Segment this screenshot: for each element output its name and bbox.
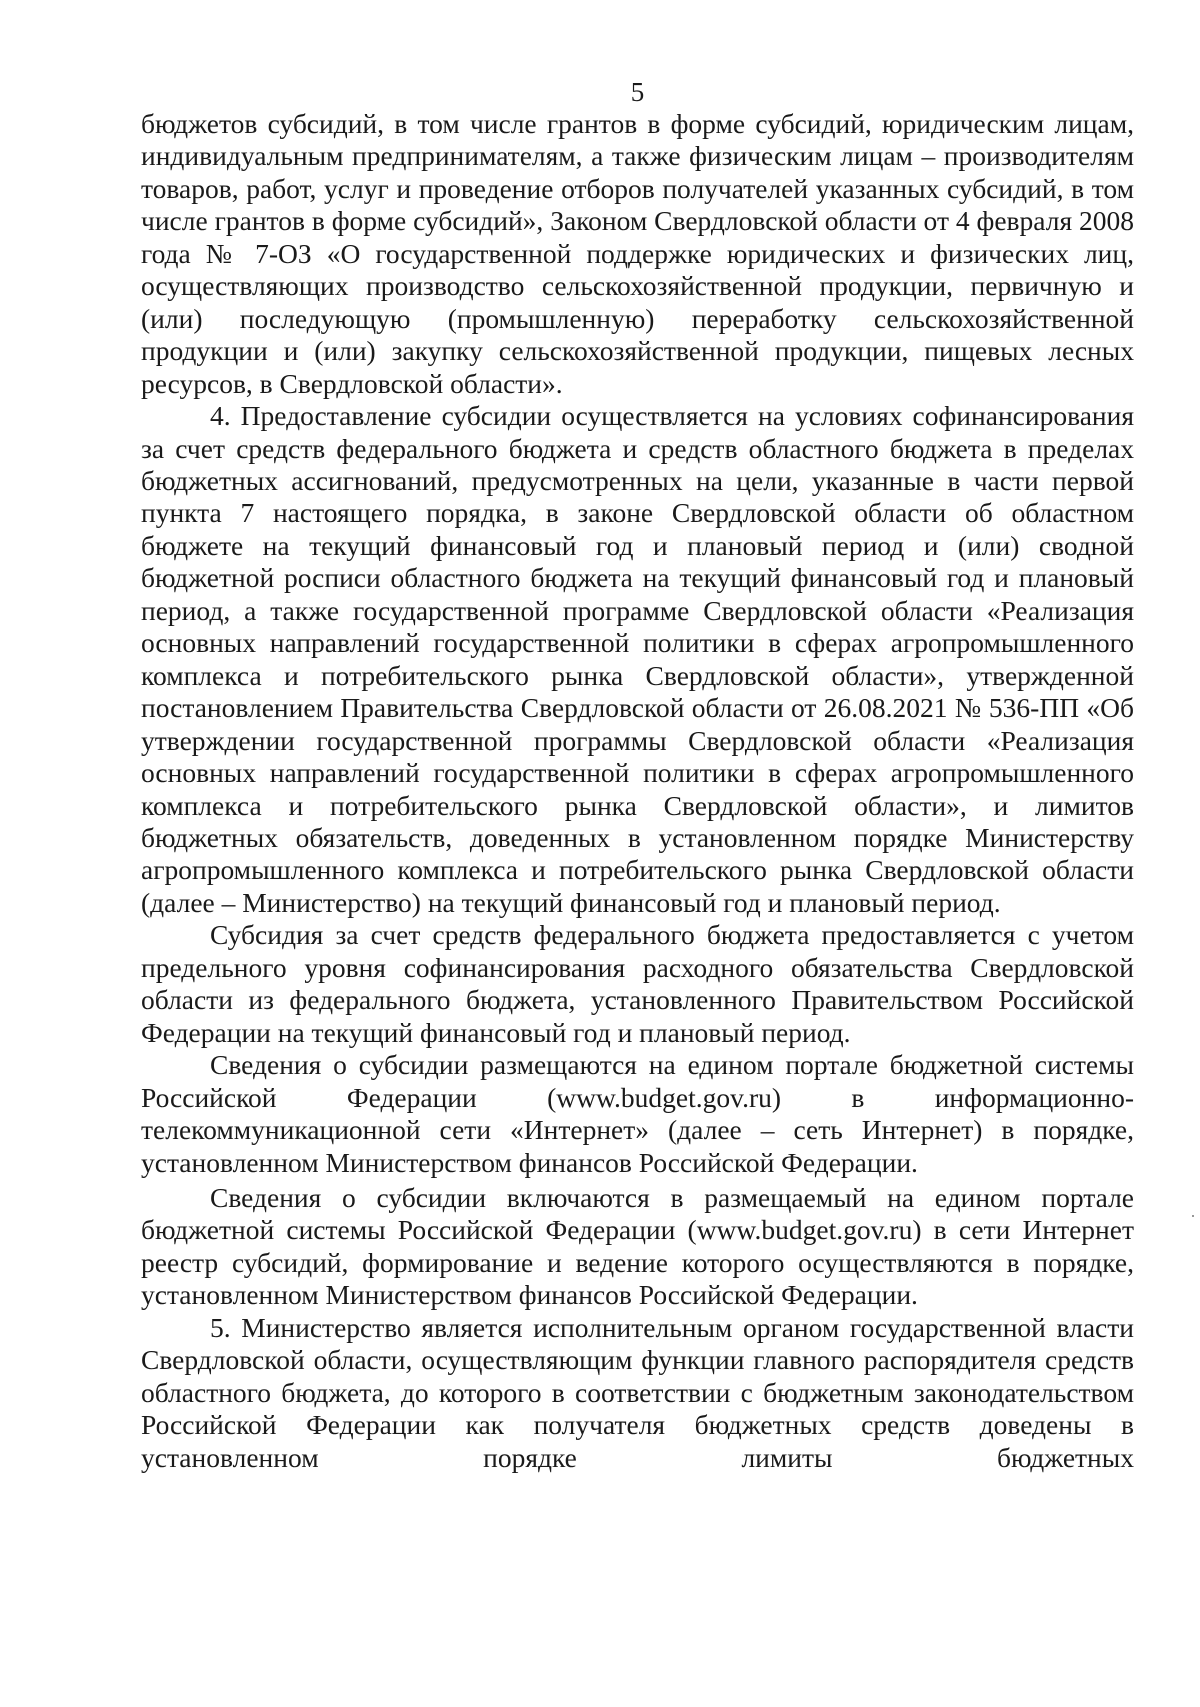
document-body (141, 108, 1134, 1474)
paragraph-portal-info: Сведения о субсидии размещаются на едином портале бюджетной системы Российской Федерации (www.budget.gov.ru) в информационно-телекоммуникационной сети «Интернет» (далее – сеть Интернет) в порядке, установленном Министерством финансов Российской Федерации. (141, 1049, 1134, 1178)
paragraph-item-5: 5. Министерство является исполнительным органом государственной власти Свердловской области, осуществляющим функции главного распорядителя средств областного бюджета, до которого в соответствии с бюджетным законодательством Российской Федерации как получателя бюджетных средств доведены в установленном порядке лимиты бюджетных (141, 1311, 1134, 1473)
scan-speck (1192, 1215, 1194, 1217)
page-number: 5 (630, 77, 645, 107)
paragraph-registry-info: Сведения о субсидии включаются в размещаемый на едином портале бюджетной системы Российской Федерации (www.budget.gov.ru) в сети Интернет реестр субсидий, формирование и ведение которого осуществляются в порядке, установленном Министерством финансов Российской Федерации. (141, 1181, 1134, 1311)
paragraph-federal-subsidy: Субсидия за счет средств федерального бюджета предоставляется с учетом предельного уровня софинансирования расходного обязательства Свердловской области из федерального бюджета, установленного Правительством Российской Федерации на текущий финансовый год и плановый период. (141, 919, 1134, 1048)
paragraph-item-4: 4. Предоставление субсидии осуществляется на условиях софинансирования за счет средств федерального бюджета и средств областного бюджета в пределах бюджетных ассигнований, предусмотренных на цели, указанные в части первой пункта 7 настоящего порядка, в законе Свердловской области об областном бюджете на текущий финансовый год и плановый период и (или) сводной бюджетной росписи областного бюджета на текущий финансовый год и плановый период, а также государственной программе Свердловской области «Реализация основных направлений государственной политики в сферах агропромышленного комплекса и потребительского рынка Свердловской области», утвержденной постановлением Правительства Свердловской области от 26.08.2021 № 536-ПП «Об утверждении государственной программы Свердловской области «Реализация основных направлений государственной политики в сферах агропромышленного комплекса и потребительского рынка Свердловской области», и лимитов бюджетных обязательств, доведенных в установленном порядке Министерству агропромышленного комплекса и потребительского рынка Свердловской области (далее – Министерство) на текущий финансовый год и плановый период. (141, 400, 1134, 918)
paragraph-continuation: бюджетов субсидий, в том числе грантов в форме субсидий, юридическим лицам, индивидуальным предпринимателям, а также физическим лицам – производителям товаров, работ, услуг и проведение отборов получателей указанных субсидий, в том числе грантов в форме субсидий», Законом Свердловской области от 4 февраля 2008 года № 7-ОЗ «О государственной поддержке юридических и физических лиц, осуществляющих производство сельскохозяйственной продукции, первичную и (или) последующую (промышленную) переработку сельскохозяйственной продукции и (или) закупку сельскохозяйственной продукции, пищевых лесных ресурсов, в Свердловской области». (141, 108, 1134, 399)
